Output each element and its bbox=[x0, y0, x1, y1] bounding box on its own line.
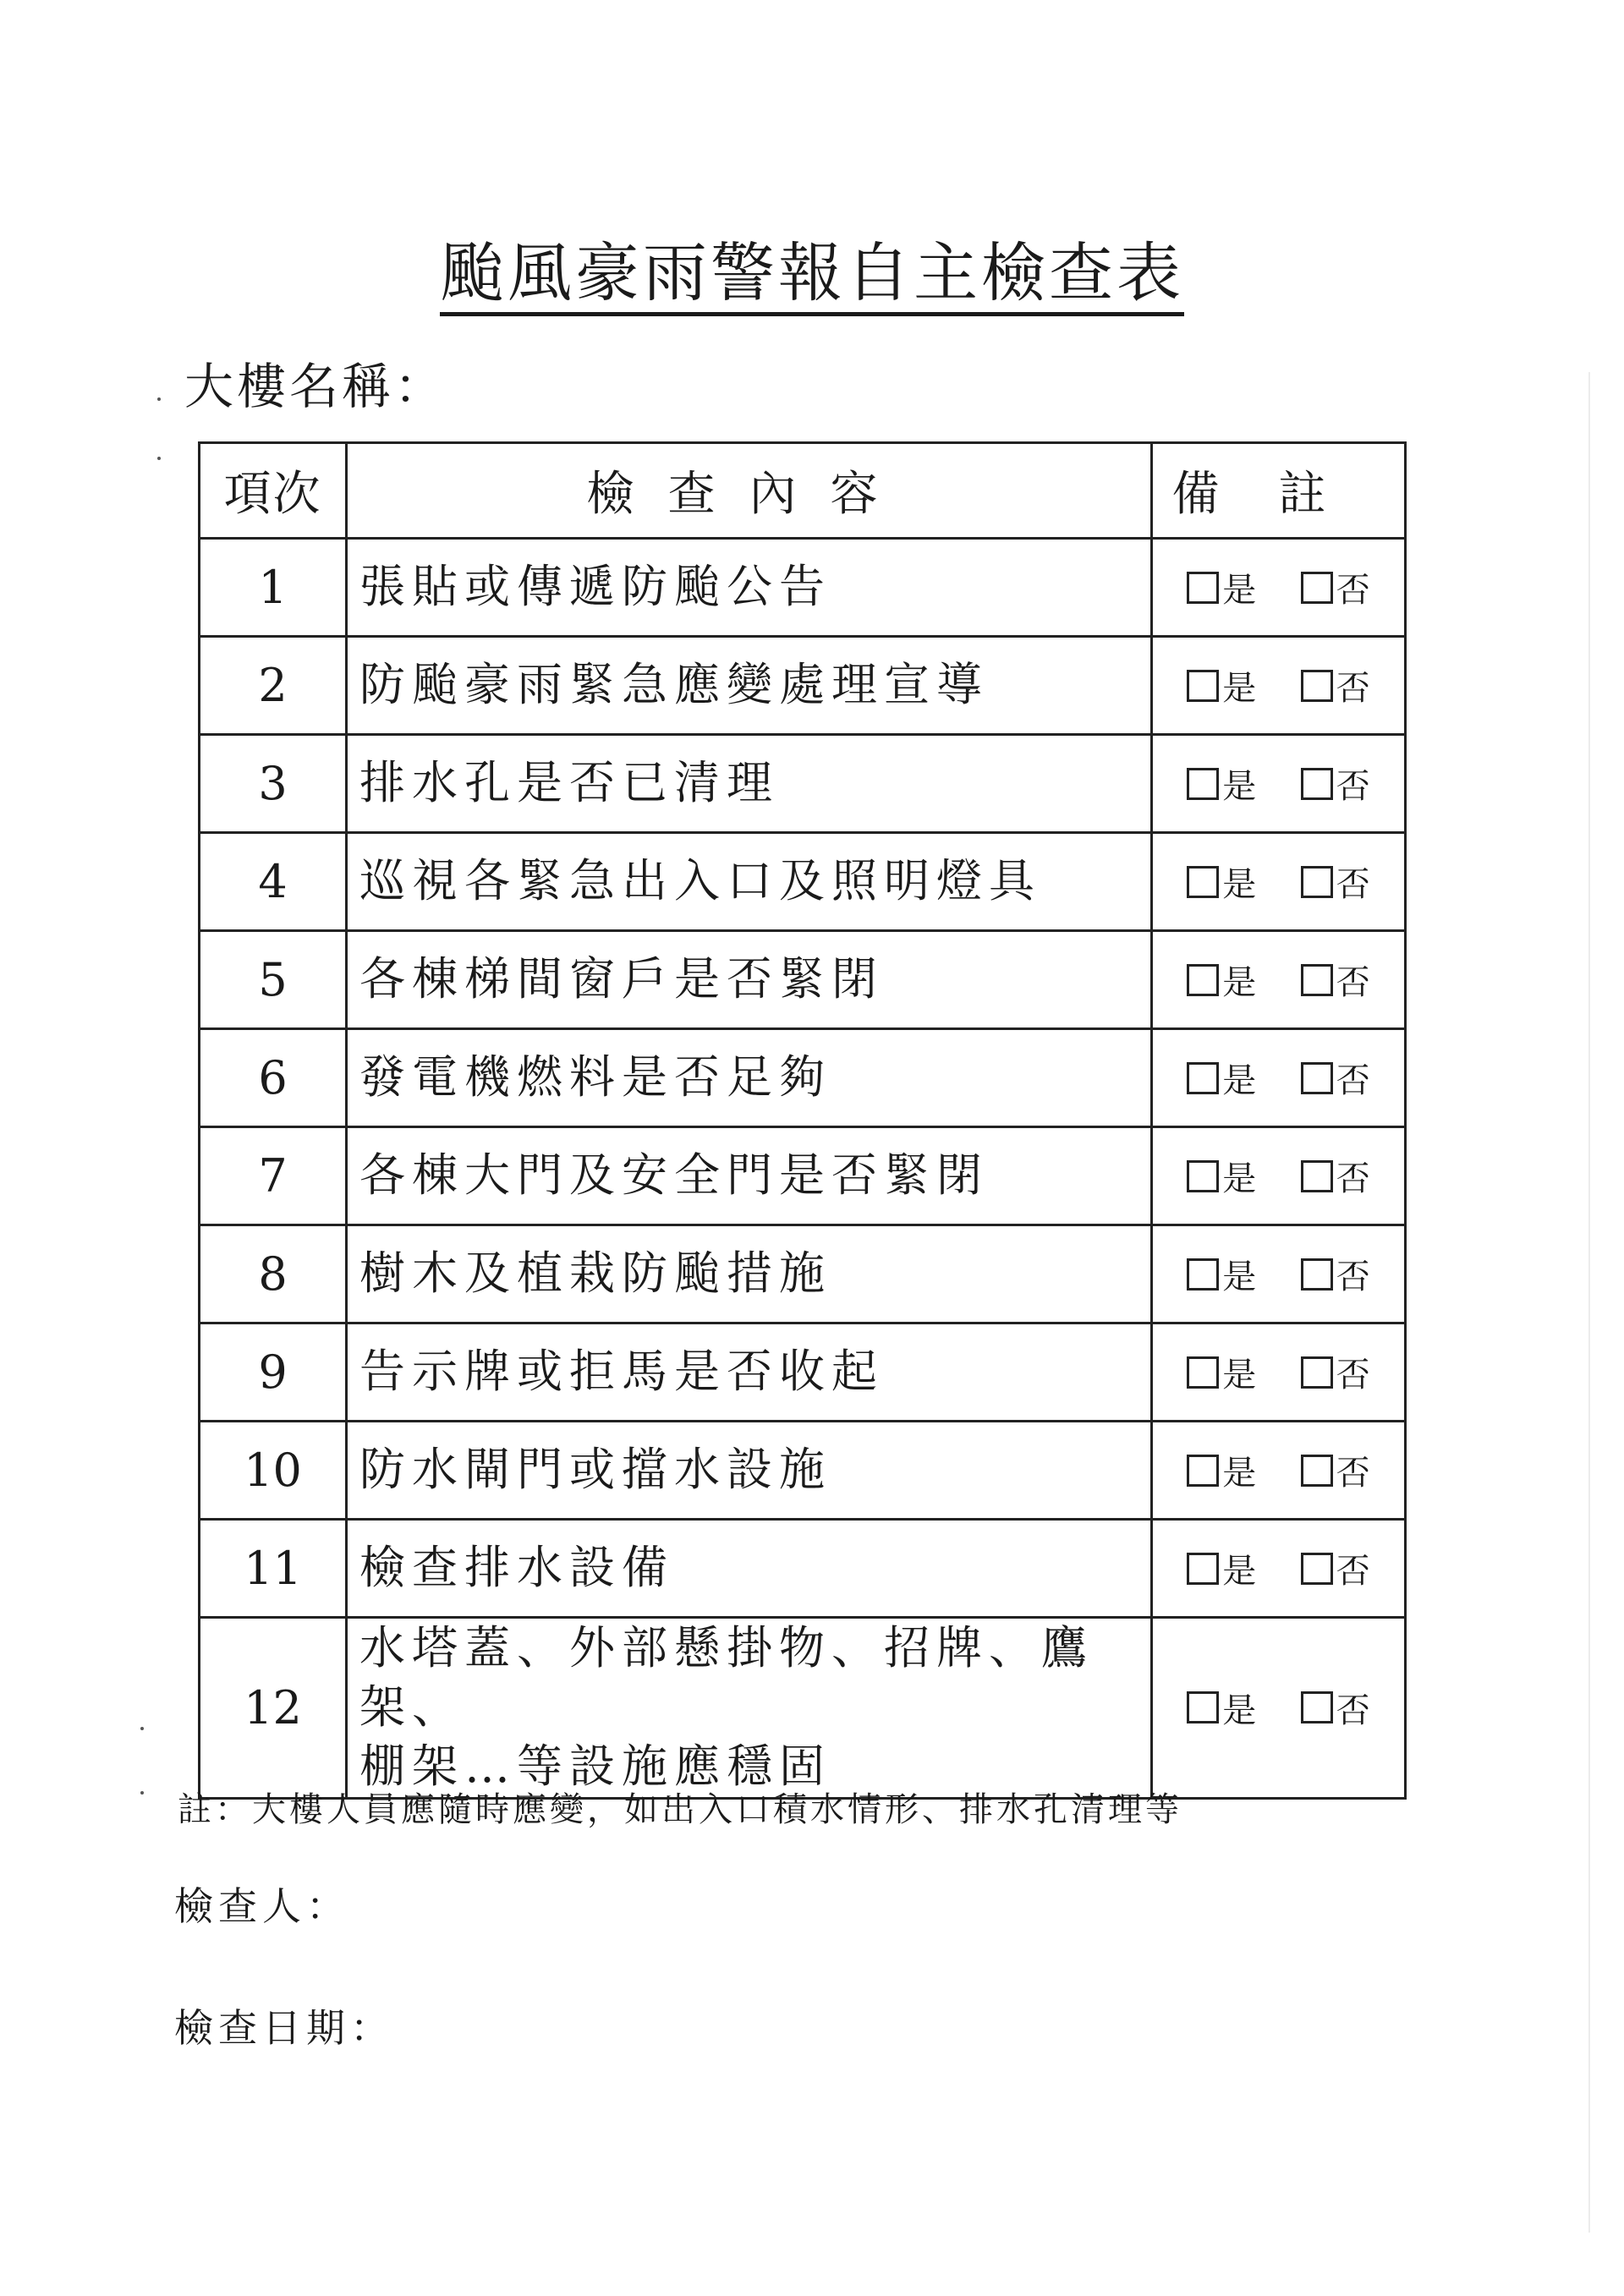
item-content: 各棟梯間窗戶是否緊閉 bbox=[347, 931, 1152, 1029]
item-remarks bbox=[1152, 1127, 1406, 1225]
option-yes[interactable] bbox=[1187, 956, 1256, 1004]
checkbox-yes[interactable] bbox=[1187, 670, 1219, 702]
table-row bbox=[200, 1029, 1406, 1127]
option-no[interactable] bbox=[1301, 661, 1370, 710]
option-no[interactable] bbox=[1301, 1544, 1370, 1592]
item-content: 發電機燃料是否足夠 bbox=[347, 1029, 1152, 1127]
checkbox-no[interactable] bbox=[1301, 768, 1333, 800]
item-number: 2 bbox=[200, 637, 347, 735]
item-content: 告示牌或拒馬是否收起 bbox=[347, 1323, 1152, 1422]
item-number: 11 bbox=[200, 1520, 347, 1618]
item-remarks bbox=[1152, 637, 1406, 735]
header-item-no: 項次 bbox=[200, 443, 347, 539]
item-number: 12 bbox=[200, 1618, 347, 1799]
item-content: 防颱豪雨緊急應變處理宣導 bbox=[347, 637, 1152, 735]
item-number: 10 bbox=[200, 1422, 347, 1520]
checkbox-no[interactable] bbox=[1301, 1553, 1333, 1585]
option-no-label: 否 bbox=[1336, 1690, 1370, 1730]
document-title: 颱風豪雨警報自主檢查表 bbox=[440, 241, 1184, 316]
option-yes-label: 是 bbox=[1222, 1258, 1257, 1296]
table-row bbox=[200, 1225, 1406, 1323]
option-no-label: 否 bbox=[1336, 669, 1370, 708]
checkbox-no[interactable] bbox=[1301, 1258, 1333, 1290]
header-remarks: 備註 bbox=[1152, 443, 1406, 539]
checkbox-no[interactable] bbox=[1301, 1160, 1333, 1192]
checklist-table bbox=[198, 441, 1407, 1800]
option-yes-label: 是 bbox=[1222, 1552, 1257, 1591]
scan-speck bbox=[157, 397, 161, 401]
item-number: 7 bbox=[200, 1127, 347, 1225]
item-number: 8 bbox=[200, 1225, 347, 1323]
table-row bbox=[200, 1323, 1406, 1422]
option-yes-label: 是 bbox=[1222, 1454, 1257, 1493]
checkbox-yes[interactable] bbox=[1187, 1691, 1219, 1723]
option-no-label: 否 bbox=[1336, 1258, 1370, 1296]
option-yes[interactable] bbox=[1187, 1054, 1256, 1102]
option-no-label: 否 bbox=[1336, 1552, 1370, 1591]
item-number: 3 bbox=[200, 735, 347, 833]
option-no[interactable] bbox=[1301, 1250, 1370, 1298]
header-content: 檢查內容 bbox=[347, 443, 1152, 539]
inspector-label: 檢查人： bbox=[174, 1883, 350, 1929]
option-no[interactable] bbox=[1301, 1152, 1370, 1200]
checkbox-yes[interactable] bbox=[1187, 1062, 1219, 1094]
checkbox-yes[interactable] bbox=[1187, 1356, 1219, 1389]
option-no-label: 否 bbox=[1336, 1356, 1370, 1395]
table-row bbox=[200, 1520, 1406, 1618]
item-content: 排水孔是否已清理 bbox=[347, 735, 1152, 833]
table-row bbox=[200, 637, 1406, 735]
checkbox-no[interactable] bbox=[1301, 1691, 1333, 1723]
item-content-line: 水塔蓋、外部懸掛物、招牌、鷹架、 bbox=[359, 1621, 1094, 1734]
scan-speck bbox=[157, 457, 161, 460]
option-yes[interactable] bbox=[1187, 1250, 1256, 1298]
checkbox-no[interactable] bbox=[1301, 1356, 1333, 1389]
table-row bbox=[200, 1422, 1406, 1520]
item-number: 9 bbox=[200, 1323, 347, 1422]
table-row bbox=[200, 735, 1406, 833]
checkbox-yes[interactable] bbox=[1187, 964, 1219, 996]
item-remarks bbox=[1152, 1225, 1406, 1323]
option-no[interactable] bbox=[1301, 1348, 1370, 1396]
table-row bbox=[200, 539, 1406, 637]
option-no-label: 否 bbox=[1336, 767, 1370, 806]
item-content: 巡視各緊急出入口及照明燈具 bbox=[347, 833, 1152, 931]
item-remarks bbox=[1152, 833, 1406, 931]
item-content: 樹木及植栽防颱措施 bbox=[347, 1225, 1152, 1323]
item-content: 檢查排水設備 bbox=[347, 1520, 1152, 1618]
inspection-date-label: 檢查日期： bbox=[174, 2005, 394, 2051]
checkbox-yes[interactable] bbox=[1187, 768, 1219, 800]
item-remarks bbox=[1152, 1029, 1406, 1127]
item-content: 防水閘門或擋水設施 bbox=[347, 1422, 1152, 1520]
option-yes[interactable] bbox=[1187, 563, 1256, 611]
checkbox-yes[interactable] bbox=[1187, 866, 1219, 898]
checkbox-yes[interactable] bbox=[1187, 572, 1219, 604]
option-yes[interactable] bbox=[1187, 1348, 1256, 1396]
option-no-label: 否 bbox=[1336, 1454, 1370, 1493]
checkbox-yes[interactable] bbox=[1187, 1160, 1219, 1192]
option-no-label: 否 bbox=[1336, 865, 1370, 904]
table-row bbox=[200, 931, 1406, 1029]
checkbox-no[interactable] bbox=[1301, 670, 1333, 702]
item-content bbox=[347, 1618, 1152, 1799]
item-remarks bbox=[1152, 735, 1406, 833]
item-content: 張貼或傳遞防颱公告 bbox=[347, 539, 1152, 637]
item-remarks bbox=[1152, 1422, 1406, 1520]
option-yes[interactable] bbox=[1187, 1684, 1256, 1732]
option-yes-label: 是 bbox=[1222, 1061, 1257, 1100]
checkbox-yes[interactable] bbox=[1187, 1258, 1219, 1290]
option-no-label: 否 bbox=[1336, 571, 1370, 610]
item-content-line: 棚架…等設施應穩固 bbox=[359, 1740, 831, 1794]
item-remarks bbox=[1152, 1618, 1406, 1799]
option-yes[interactable] bbox=[1187, 1544, 1256, 1592]
item-number: 6 bbox=[200, 1029, 347, 1127]
option-yes[interactable] bbox=[1187, 1446, 1256, 1494]
checkbox-no[interactable] bbox=[1301, 572, 1333, 604]
option-no-label: 否 bbox=[1336, 963, 1370, 1002]
building-name-label: 大樓名稱： bbox=[184, 358, 447, 415]
option-yes[interactable] bbox=[1187, 858, 1256, 906]
item-content: 各棟大門及安全門是否緊閉 bbox=[347, 1127, 1152, 1225]
scan-speck bbox=[140, 1791, 144, 1795]
option-no-label: 否 bbox=[1336, 1061, 1370, 1100]
option-yes[interactable] bbox=[1187, 1152, 1256, 1200]
item-remarks bbox=[1152, 931, 1406, 1029]
option-no-label: 否 bbox=[1336, 1159, 1370, 1198]
checkbox-yes[interactable] bbox=[1187, 1455, 1219, 1487]
item-remarks bbox=[1152, 1520, 1406, 1618]
item-number: 5 bbox=[200, 931, 347, 1029]
option-yes-label: 是 bbox=[1222, 1159, 1257, 1198]
option-yes-label: 是 bbox=[1222, 963, 1257, 1002]
checkbox-no[interactable] bbox=[1301, 1455, 1333, 1487]
option-no[interactable] bbox=[1301, 858, 1370, 906]
option-no[interactable] bbox=[1301, 1446, 1370, 1494]
checkbox-no[interactable] bbox=[1301, 1062, 1333, 1094]
checkbox-no[interactable] bbox=[1301, 866, 1333, 898]
option-no[interactable] bbox=[1301, 759, 1370, 808]
item-number: 1 bbox=[200, 539, 347, 637]
scan-speck bbox=[140, 1727, 144, 1730]
option-yes[interactable] bbox=[1187, 759, 1256, 808]
footnote: 註：大樓人員應隨時應變，如出入口積水情形、排水孔清理等 bbox=[178, 1790, 1182, 1829]
option-yes-label: 是 bbox=[1222, 1690, 1257, 1730]
item-remarks bbox=[1152, 539, 1406, 637]
option-yes[interactable] bbox=[1187, 661, 1256, 710]
option-no[interactable] bbox=[1301, 1054, 1370, 1102]
option-yes-label: 是 bbox=[1222, 767, 1257, 806]
option-yes-label: 是 bbox=[1222, 669, 1257, 708]
option-yes-label: 是 bbox=[1222, 865, 1257, 904]
checkbox-yes[interactable] bbox=[1187, 1553, 1219, 1585]
table-header-row bbox=[200, 443, 1406, 539]
option-yes-label: 是 bbox=[1222, 571, 1257, 610]
option-no[interactable] bbox=[1301, 956, 1370, 1004]
option-no[interactable] bbox=[1301, 1684, 1370, 1732]
table-row bbox=[200, 833, 1406, 931]
item-number: 4 bbox=[200, 833, 347, 931]
checkbox-no[interactable] bbox=[1301, 964, 1333, 996]
table-row bbox=[200, 1618, 1406, 1799]
scan-edge bbox=[1588, 372, 1590, 2233]
table-row bbox=[200, 1127, 1406, 1225]
option-yes-label: 是 bbox=[1222, 1356, 1257, 1395]
option-no[interactable] bbox=[1301, 563, 1370, 611]
item-remarks bbox=[1152, 1323, 1406, 1422]
